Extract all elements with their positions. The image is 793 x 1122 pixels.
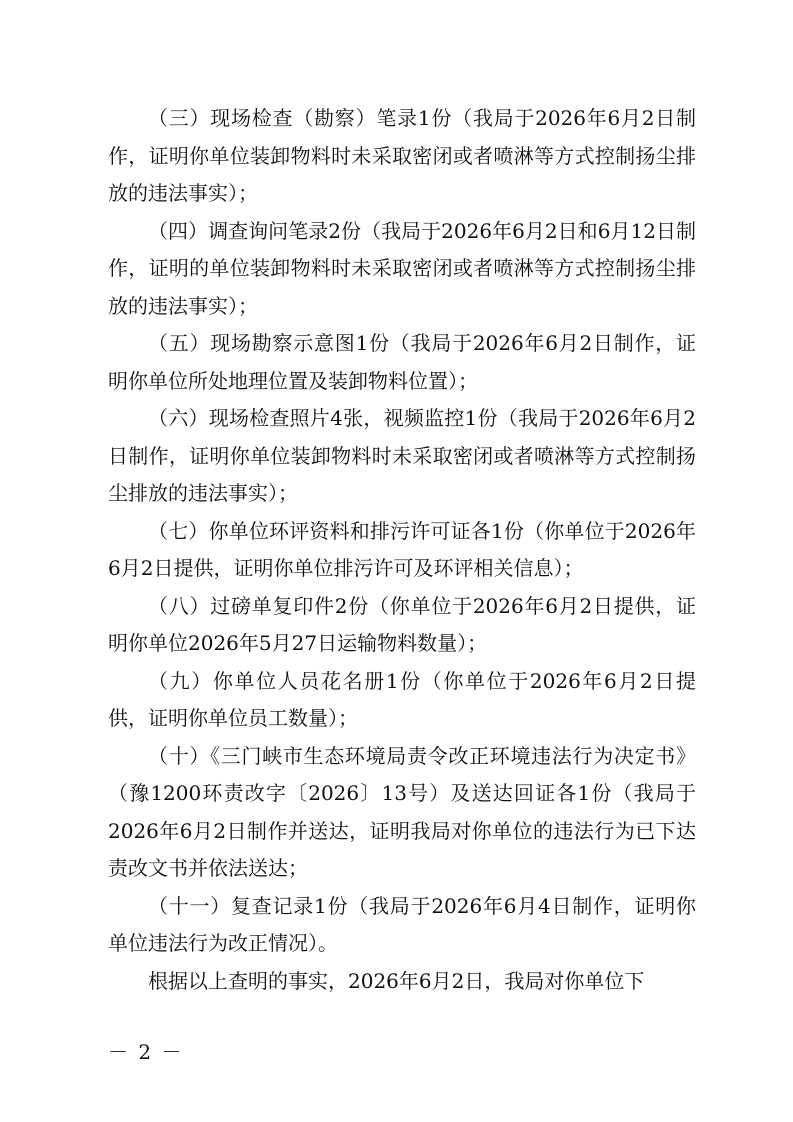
paragraph-evidence-9: （九）你单位人员花名册1份（你单位于2026年6月2日提供，证明你单位员工数量）；: [108, 668, 696, 730]
paragraph-evidence-10: （十）《三门峡市生态环境局责令改正环境违法行为决定书》（豫1200环责改字〔2026〕13号）及送达回证各1份（我局于2026年6月2日制作并送达，证明我局对你单位的违法行为已下达责改文书并依法送达；: [108, 743, 696, 880]
paragraph-evidence-3: （三）现场检查（勘察）笔录1份（我局于2026年6月2日制作，证明你单位装卸物料时未采取密闭或者喷淋等方式控制扬尘排放的违法事实）；: [108, 106, 696, 205]
paragraph-evidence-8: （八）过磅单复印件2份（你单位于2026年6月2日提供，证明你单位2026年5月27日运输物料数量）；: [108, 593, 696, 655]
paragraph-evidence-4: （四）调查询问笔录2份（我局于2026年6月2日和6月12日制作，证明的单位装卸物料时未采取密闭或者喷淋等方式控制扬尘排放的违法事实）；: [108, 218, 696, 318]
paragraph-evidence-5: （五）现场勘察示意图1份（我局于2026年6月2日制作，证明你单位所处地理位置及装卸物料位置）；: [108, 331, 696, 393]
paragraph-evidence-6: （六）现场检查照片4张，视频监控1份（我局于2026年6月2日制作，证明你单位装卸物料时未采取密闭或者喷淋等方式控制扬尘排放的违法事实）；: [108, 406, 696, 505]
paragraph-conclusion: 根据以上查明的事实，2026年6月2日，我局对你单位下: [148, 968, 645, 993]
page-number: － 2 －: [108, 1040, 184, 1064]
document-body: [108, 100, 696, 1000]
paragraph-evidence-11: （十一）复查记录1份（我局于2026年6月4日制作，证明你单位违法行为改正情况）。: [108, 893, 696, 955]
paragraph-evidence-7: （七）你单位环评资料和排污许可证各1份（你单位于2026年6月2日提供，证明你单位排污许可及环评相关信息）；: [108, 518, 696, 580]
